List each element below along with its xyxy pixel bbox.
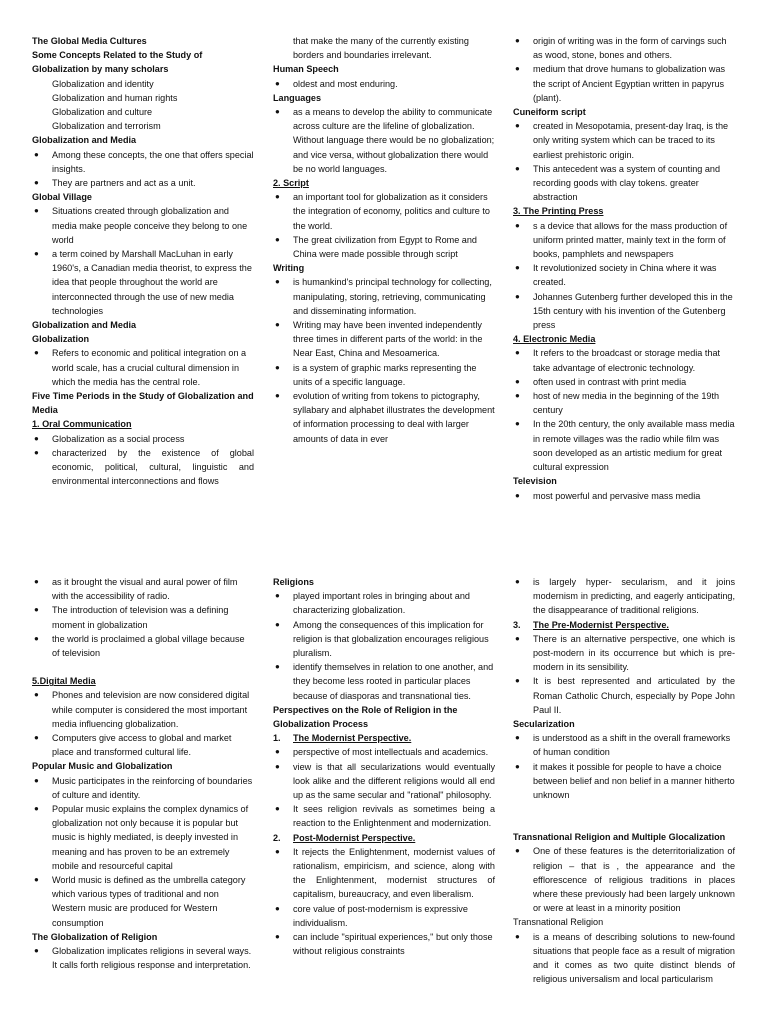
section-heading: The Global Media Cultures xyxy=(32,36,147,46)
bullet-item: ● view is that all secularizations would eventually look alike and the different religions would all end up as the same secular and "rational" philosophy. xyxy=(273,760,495,803)
bullet-item: ● Among the consequences of this implication for religion is that globalization encourages religious pluralism. xyxy=(273,618,495,661)
section-heading: Globalization and Media xyxy=(32,135,137,146)
list-number: 2. xyxy=(273,832,281,843)
bullet-item: ● They are partners and act as a unit. xyxy=(32,176,254,190)
section-heading: Television xyxy=(513,476,557,487)
column-3 xyxy=(513,575,735,986)
bullet-item: ● Popular music explains the complex dynamics of globalization not only because it is popular but music is highly mediated, is deeply invested in meaning and has proven to be an extremely mobile and resourceful capital xyxy=(32,802,254,873)
bullet-item: ● There is an alternative perspective, one which is post-modern in its occurrence but which is pre-modern in its sensibility. xyxy=(513,632,735,675)
bullet-item: ● Globalization as a social process xyxy=(32,432,254,446)
bullet-item: ● medium that drove humans to globalization was the script of Ancient Egyptian written in papyrus (plant). xyxy=(513,62,735,105)
bullet-item: ● it makes it possible for people to have a choice between belief and non belief in a manner hitherto unknown xyxy=(513,760,735,803)
section-heading: Popular Music and Globalization xyxy=(32,761,173,772)
column-1 xyxy=(32,34,254,489)
bullet-item: ● The great civilization from Egypt to Rome and China were made possible through script xyxy=(273,233,495,261)
bullet-item: ● often used in contrast with print media xyxy=(513,375,735,389)
section-heading: 1. Oral Communication xyxy=(32,419,132,430)
section-heading: Perspectives on the Role of Religion in the Globalization Process xyxy=(273,704,458,730)
spacer xyxy=(513,816,735,830)
list-number: 1. xyxy=(273,733,281,744)
numbered-heading xyxy=(513,618,735,632)
bullet-item: ● is largely hyper- secularism, and it joins modernism in predicting, and eagerly anticipating, the disappearance of traditional religions. xyxy=(513,575,735,618)
bullet-item: ● This antecedent was a system of counting and recording goods with clay tokens. greater abstraction xyxy=(513,162,735,205)
section-heading: Globalization xyxy=(32,334,90,345)
page-top xyxy=(0,34,768,534)
column-2 xyxy=(273,34,495,446)
section-heading: 2. Script xyxy=(273,178,309,189)
paragraph: Transnational Religion xyxy=(513,917,604,928)
list-item: Globalization and human rights xyxy=(52,92,178,103)
section-heading: Human Speech xyxy=(273,64,339,75)
section-heading: Global Village xyxy=(32,192,92,203)
heading-text: The Pre-Modernist Perspective. xyxy=(533,619,669,630)
bullet-item: ● Johannes Gutenberg further developed this in the 15th century with his invention of the Gutenberg press xyxy=(513,290,735,333)
section-heading: Languages xyxy=(273,92,322,103)
bullet-item: ● World music is defined as the umbrella category which various types of traditional and non Western music are produced for Western consumption xyxy=(32,873,254,930)
list-item: that make the many of the currently existing borders and boundaries irrelevant. xyxy=(293,36,469,61)
bullet-item: ● created in Mesopotamia, present-day Iraq, is the only writing system which can be traced to its earliest prehistoric origin. xyxy=(513,119,735,162)
section-heading: Secularization xyxy=(513,719,575,730)
bullet-item: ● The introduction of television was a defining moment in globalization xyxy=(32,603,254,631)
bullet-item: ● most powerful and pervasive mass media xyxy=(513,489,735,503)
spacer xyxy=(32,660,254,674)
bullet-item: ● In the 20th century, the only available mass media in remote villages was the radio while film was soon developed as an artistic medium for great cultural expression xyxy=(513,417,735,474)
bullet-item: ● is a system of graphic marks representing the units of a specific language. xyxy=(273,361,495,389)
bullet-item: ● Writing may have been invented independently three times in different parts of the world: in the Near East, China and Mesoamerica. xyxy=(273,318,495,361)
list-item: Globalization and terrorism xyxy=(52,121,161,132)
bullet-item: ● evolution of writing from tokens to pictography, syllabary and alphabet illustrates the development of information processing to deal with larger amounts of data in ever xyxy=(273,389,495,446)
bullet-item: ● characterized by the existence of global economic, political, cultural, linguistic and environmental interconnections and flows xyxy=(32,446,254,489)
column-1 xyxy=(32,575,254,972)
bullet-item: ● It rejects the Enlightenment, modernist values of rationalism, empiricism, and science, along with the Enlightenment, modernist structures of capitalism, bureaucracy, and even liberalism. xyxy=(273,845,495,902)
spacer xyxy=(513,802,735,816)
page-bottom xyxy=(0,575,768,1024)
bullet-item: ● Refers to economic and political integration on a world scale, has a crucial cultural dimension in which the media has the central role. xyxy=(32,346,254,389)
list-number: 3. xyxy=(513,619,521,630)
section-heading: Writing xyxy=(273,263,305,274)
section-heading: Five Time Periods in the Study of Globalization and Media xyxy=(32,391,254,416)
bullet-item: ● identify themselves in relation to one another, and they become less rooted in particular places because of diasporas and transnational ties. xyxy=(273,660,495,703)
bullet-item: ● It is best represented and articulated by the Roman Catholic Church, especially by Pope John Paul II. xyxy=(513,674,735,717)
section-heading: 5.Digital Media xyxy=(32,676,96,687)
bullet-item: ● is a means of describing solutions to new-found situations that people face as a result of migration and it comes as two quite distinct blends of religious universalism and local particularism xyxy=(513,930,735,987)
section-heading: The Globalization of Religion xyxy=(32,931,158,942)
section-heading: Globalization and Media xyxy=(32,320,137,331)
section-heading: 4. Electronic Media xyxy=(513,334,596,345)
bullet-item: ● One of these features is the deterritorialization of religion – that is , the appearance and the efflorescence of religious traditions in places where these previously had been largely unknown or were at least in a minority position xyxy=(513,844,735,915)
heading-text: The Modernist Perspective. xyxy=(293,733,412,744)
heading-text: Post-Modernist Perspective. xyxy=(293,832,416,843)
bullet-item: ● It revolutionized society in China where it was created. xyxy=(513,261,735,289)
bullet-item: ● core value of post-modernism is expressive individualism. xyxy=(273,902,495,930)
bullet-item: ● Phones and television are now considered digital while computer is considered the most important media influencing globalization. xyxy=(32,688,254,731)
bullet-item: ● perspective of most intellectuals and academics. xyxy=(273,745,495,759)
bullet-item: ● Computers give access to global and market place and transformed cultural life. xyxy=(32,731,254,759)
bullet-item: ● an important tool for globalization as it considers the integration of economy, politics and culture to the world. xyxy=(273,190,495,233)
bullet-item: ● played important roles in bringing about and characterizing globalization. xyxy=(273,589,495,617)
section-heading: 3. The Printing Press xyxy=(513,206,604,217)
numbered-heading xyxy=(273,831,495,845)
list-item: Globalization and culture xyxy=(52,107,153,118)
bullet-item: ● can include "spiritual experiences," but only those without religious constraints xyxy=(273,930,495,958)
section-heading: Religions xyxy=(273,577,314,587)
bullet-item: ● as it brought the visual and aural power of film with the accessibility of radio. xyxy=(32,575,254,603)
bullet-item: ● oldest and most enduring. xyxy=(273,77,495,91)
column-3 xyxy=(513,34,735,503)
list-item: Globalization and identity xyxy=(52,78,154,89)
bullet-item: ● the world is proclaimed a global village because of television xyxy=(32,632,254,660)
section-heading: Cuneiform script xyxy=(513,107,586,118)
bullet-item: ● It sees religion revivals as sometimes being a reaction to the Enlightenment and modernization. xyxy=(273,802,495,830)
column-2 xyxy=(273,575,495,958)
bullet-item: ● a term coined by Marshall MacLuhan in early 1960's, a Canadian media theorist, to express the idea that people throughout the world are interconnected through the use of new media technologies xyxy=(32,247,254,318)
bullet-item: ● origin of writing was in the form of carvings such as wood, stone, bones and others. xyxy=(513,34,735,62)
section-heading: Transnational Religion and Multiple Glocalization xyxy=(513,832,726,843)
bullet-item: ● Globalization implicates religions in several ways. It calls forth religious response and interpretation. xyxy=(32,944,254,972)
bullet-item: ● Among these concepts, the one that offers special insights. xyxy=(32,148,254,176)
bullet-item: ● Situations created through globalization and media make people conceive they belong to one world xyxy=(32,204,254,247)
numbered-heading xyxy=(273,731,495,745)
bullet-item: ● host of new media in the beginning of the 19th century xyxy=(513,389,735,417)
bullet-item: ● is humankind's principal technology for collecting, manipulating, storing, retrieving, communicating and disseminating information. xyxy=(273,275,495,318)
bullet-item: ● as a means to develop the ability to communicate across culture are the lifeline of globalization. Without language there would be no globalization; and vice versa, without globalization there would be no world languages. xyxy=(273,105,495,176)
bullet-item: ● s a device that allows for the mass production of uniform printed matter, mainly text in the form of books, pamphlets and newspapers xyxy=(513,219,735,262)
section-heading: Some Concepts Related to the Study of Globalization by many scholars xyxy=(32,50,203,75)
bullet-item: ● Music participates in the reinforcing of boundaries of culture and identity. xyxy=(32,774,254,802)
bullet-item: ● It refers to the broadcast or storage media that take advantage of electronic technology. xyxy=(513,346,735,374)
bullet-item: ● is understood as a shift in the overall frameworks of human condition xyxy=(513,731,735,759)
